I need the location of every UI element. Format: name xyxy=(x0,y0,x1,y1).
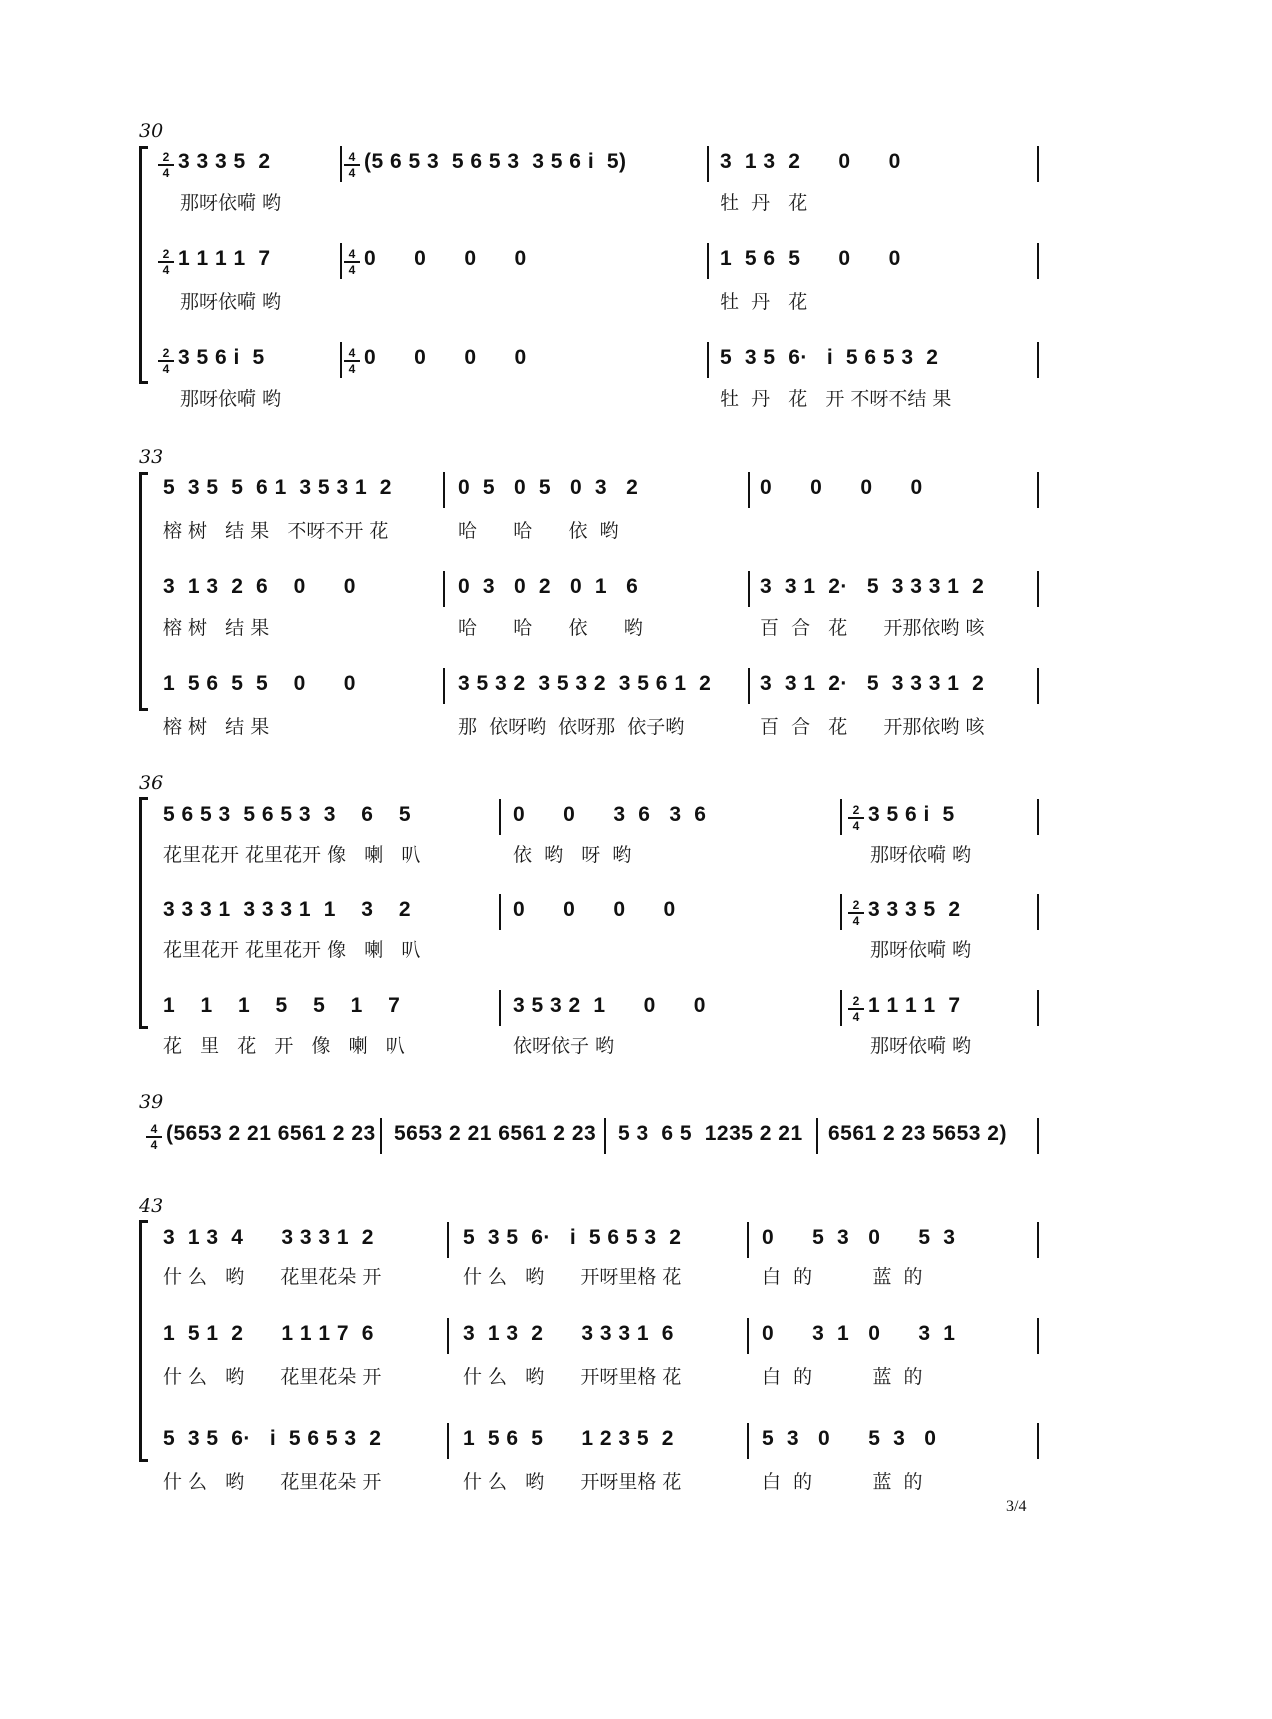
jianpu-notes: 3 5 6 i 5 xyxy=(868,803,955,826)
jianpu-notes: 3 1 3 2 3 3 3 1 6 xyxy=(463,1322,674,1345)
measure-number: 43 xyxy=(139,1195,164,1217)
time-signature xyxy=(158,347,174,375)
jianpu-notes: 1 5 6 5 5 0 0 xyxy=(163,672,356,695)
lyrics-line: 什 么 哟 花里花朵 开 xyxy=(163,1366,382,1388)
barline xyxy=(447,1222,449,1258)
barline xyxy=(707,342,709,378)
jianpu-notes: 0 5 3 0 5 3 xyxy=(762,1226,956,1249)
time-signature-unit: 4 xyxy=(348,262,356,277)
jianpu-notes: 5 3 5 6· i 5 6 5 3 2 xyxy=(720,346,939,369)
lyrics-line: 那呀依嗬 哟 xyxy=(870,844,972,866)
barline xyxy=(443,571,445,607)
barline xyxy=(1037,1222,1039,1258)
jianpu-notes: 3 3 1 2· 5 3 3 3 1 2 xyxy=(760,575,985,598)
barline xyxy=(340,146,342,182)
time-signature xyxy=(848,804,864,832)
barline xyxy=(707,243,709,279)
lyrics-line: 什 么 哟 开呀里格 花 xyxy=(463,1366,682,1388)
barline xyxy=(747,1423,749,1459)
system-bracket xyxy=(139,472,148,711)
barline xyxy=(840,894,842,930)
barline xyxy=(840,799,842,835)
lyrics-line: 那呀依嗬 哟 xyxy=(180,192,282,214)
time-signature xyxy=(848,899,864,927)
time-signature-unit: 4 xyxy=(852,1009,860,1024)
lyrics-line: 花里花开 花里花开 像 喇 叭 xyxy=(163,939,421,961)
system-bracket xyxy=(139,1220,148,1462)
jianpu-notes: 5 3 5 5 6 1 3 5 3 1 2 xyxy=(163,476,392,499)
time-signature-beats: 4 xyxy=(348,150,356,164)
jianpu-notes: 1 5 1 2 1 1 1 7 6 xyxy=(163,1322,374,1345)
barline xyxy=(340,342,342,378)
time-signature-beats: 2 xyxy=(162,150,170,164)
lyrics-line: 依呀依子 哟 xyxy=(513,1035,615,1057)
jianpu-notes: 5 3 0 5 3 0 xyxy=(762,1427,937,1450)
lyrics-line: 白 的 蓝 的 xyxy=(762,1471,923,1493)
lyrics-line: 榕 树 结 果 xyxy=(163,716,270,738)
lyrics-line: 哈 哈 依 哟 xyxy=(458,520,619,542)
barline xyxy=(499,799,501,835)
page-number: 3/4 xyxy=(1006,1498,1027,1515)
time-signature-beats: 2 xyxy=(162,247,170,261)
jianpu-notes: 3 1 3 4 3 3 3 1 2 xyxy=(163,1226,374,1249)
barline xyxy=(1037,146,1039,182)
lyrics-line: 什 么 哟 花里花朵 开 xyxy=(163,1266,382,1288)
lyrics-line: 那呀依嗬 哟 xyxy=(870,1035,972,1057)
lyrics-line: 花里花开 花里花开 像 喇 叭 xyxy=(163,844,421,866)
lyrics-line: 百 合 花 开那依哟 咳 xyxy=(760,716,985,738)
jianpu-notes: 0 5 0 5 0 3 2 xyxy=(458,476,639,499)
barline xyxy=(1037,799,1039,835)
lyrics-line: 白 的 蓝 的 xyxy=(762,1266,923,1288)
jianpu-notes: 5 3 5 6· i 5 6 5 3 2 xyxy=(163,1427,382,1450)
lyrics-line: 那 依呀哟 依呀那 依子哟 xyxy=(458,716,685,738)
jianpu-notes: 1 1 1 5 5 1 7 xyxy=(163,994,401,1017)
barline xyxy=(748,668,750,704)
time-signature xyxy=(158,151,174,179)
measure-number: 39 xyxy=(139,1091,164,1113)
barline xyxy=(499,894,501,930)
barline xyxy=(816,1118,818,1154)
time-signature-unit: 4 xyxy=(852,913,860,928)
lyrics-line: 依 哟 呀 哟 xyxy=(513,844,632,866)
time-signature-beats: 4 xyxy=(150,1122,158,1136)
barline xyxy=(1037,1318,1039,1354)
barline xyxy=(748,571,750,607)
barline xyxy=(1037,342,1039,378)
barline xyxy=(604,1118,606,1154)
time-signature-unit: 4 xyxy=(162,262,170,277)
time-signature-beats: 2 xyxy=(852,994,860,1008)
jianpu-notes: 5 3 6 5 1235 2 21 xyxy=(618,1122,803,1145)
jianpu-notes: 3 5 3 2 3 5 3 2 3 5 6 1 2 xyxy=(458,672,712,695)
system-bracket xyxy=(139,797,148,1029)
barline xyxy=(499,990,501,1026)
lyrics-line: 那呀依嗬 哟 xyxy=(180,388,282,410)
time-signature xyxy=(344,248,360,276)
time-signature-beats: 4 xyxy=(348,346,356,360)
jianpu-notes: 0 3 1 0 3 1 xyxy=(762,1322,956,1345)
time-signature-beats: 2 xyxy=(852,898,860,912)
jianpu-notes: 1 1 1 1 7 xyxy=(868,994,961,1017)
time-signature xyxy=(344,151,360,179)
lyrics-line: 榕 树 结 果 xyxy=(163,617,270,639)
barline xyxy=(707,146,709,182)
jianpu-notes: (5653 2 21 6561 2 23 xyxy=(166,1122,376,1145)
lyrics-line: 哈 哈 依 哟 xyxy=(458,617,643,639)
barline xyxy=(1037,472,1039,508)
time-signature-beats: 2 xyxy=(162,346,170,360)
measure-number: 33 xyxy=(139,446,164,468)
time-signature-beats: 2 xyxy=(852,803,860,817)
time-signature-unit: 4 xyxy=(852,818,860,833)
jianpu-notes: 3 3 3 1 3 3 3 1 1 3 2 xyxy=(163,898,411,921)
time-signature xyxy=(146,1123,162,1151)
lyrics-line: 百 合 花 开那依哟 咳 xyxy=(760,617,985,639)
time-signature xyxy=(158,248,174,276)
jianpu-notes: 3 1 3 2 6 0 0 xyxy=(163,575,356,598)
jianpu-notes: 0 0 3 6 3 6 xyxy=(513,803,707,826)
system-bracket xyxy=(139,146,148,384)
jianpu-notes: 0 0 0 0 xyxy=(364,247,527,270)
barline xyxy=(1037,668,1039,704)
barline xyxy=(1037,243,1039,279)
barline xyxy=(340,243,342,279)
jianpu-notes: 5 3 5 6· i 5 6 5 3 2 xyxy=(463,1226,682,1249)
jianpu-notes: (5 6 5 3 5 6 5 3 3 5 6 i 5) xyxy=(364,150,627,173)
lyrics-line: 那呀依嗬 哟 xyxy=(870,939,972,961)
lyrics-line: 什 么 哟 花里花朵 开 xyxy=(163,1471,382,1493)
jianpu-notes: 1 5 6 5 1 2 3 5 2 xyxy=(463,1427,674,1450)
time-signature-unit: 4 xyxy=(348,165,356,180)
jianpu-notes: 5653 2 21 6561 2 23 xyxy=(394,1122,597,1145)
barline xyxy=(447,1318,449,1354)
barline xyxy=(447,1423,449,1459)
jianpu-notes: 0 0 0 0 xyxy=(760,476,923,499)
jianpu-notes: 1 5 6 5 0 0 xyxy=(720,247,901,270)
barline xyxy=(443,472,445,508)
jianpu-notes: 3 3 3 5 2 xyxy=(178,150,271,173)
barline xyxy=(748,472,750,508)
barline xyxy=(1037,571,1039,607)
time-signature-beats: 4 xyxy=(348,247,356,261)
time-signature-unit: 4 xyxy=(162,361,170,376)
measure-number: 36 xyxy=(139,772,164,794)
lyrics-line: 那呀依嗬 哟 xyxy=(180,291,282,313)
lyrics-line: 白 的 蓝 的 xyxy=(762,1366,923,1388)
lyrics-line: 榕 树 结 果 不呀不开 花 xyxy=(163,520,389,542)
time-signature xyxy=(344,347,360,375)
jianpu-notes: 3 5 3 2 1 0 0 xyxy=(513,994,706,1017)
time-signature xyxy=(848,995,864,1023)
barline xyxy=(840,990,842,1026)
barline xyxy=(1037,894,1039,930)
jianpu-notes: 0 0 0 0 xyxy=(364,346,527,369)
jianpu-notes: 3 3 1 2· 5 3 3 3 1 2 xyxy=(760,672,985,695)
measure-number: 30 xyxy=(139,120,164,142)
lyrics-line: 花 里 花 开 像 喇 叭 xyxy=(163,1035,405,1057)
barline xyxy=(443,668,445,704)
jianpu-notes: 0 0 0 0 xyxy=(513,898,676,921)
barline xyxy=(747,1318,749,1354)
jianpu-notes: 5 6 5 3 5 6 5 3 3 6 5 xyxy=(163,803,411,826)
time-signature-unit: 4 xyxy=(162,165,170,180)
jianpu-notes: 1 1 1 1 7 xyxy=(178,247,271,270)
barline xyxy=(747,1222,749,1258)
time-signature-unit: 4 xyxy=(348,361,356,376)
lyrics-line: 什 么 哟 开呀里格 花 xyxy=(463,1266,682,1288)
time-signature-unit: 4 xyxy=(150,1137,158,1152)
barline xyxy=(380,1118,382,1154)
barline xyxy=(1037,1118,1039,1154)
lyrics-line: 牡 丹 花 xyxy=(720,192,808,214)
jianpu-notes: 6561 2 23 5653 2) xyxy=(828,1122,1007,1145)
lyrics-line: 什 么 哟 开呀里格 花 xyxy=(463,1471,682,1493)
jianpu-notes: 3 5 6 i 5 xyxy=(178,346,265,369)
lyrics-line: 牡 丹 花 开 不呀不结 果 xyxy=(720,388,952,410)
jianpu-notes: 3 1 3 2 0 0 xyxy=(720,150,901,173)
jianpu-notes: 0 3 0 2 0 1 6 xyxy=(458,575,639,598)
barline xyxy=(1037,990,1039,1026)
jianpu-notes: 3 3 3 5 2 xyxy=(868,898,961,921)
barline xyxy=(1037,1423,1039,1459)
lyrics-line: 牡 丹 花 xyxy=(720,291,808,313)
